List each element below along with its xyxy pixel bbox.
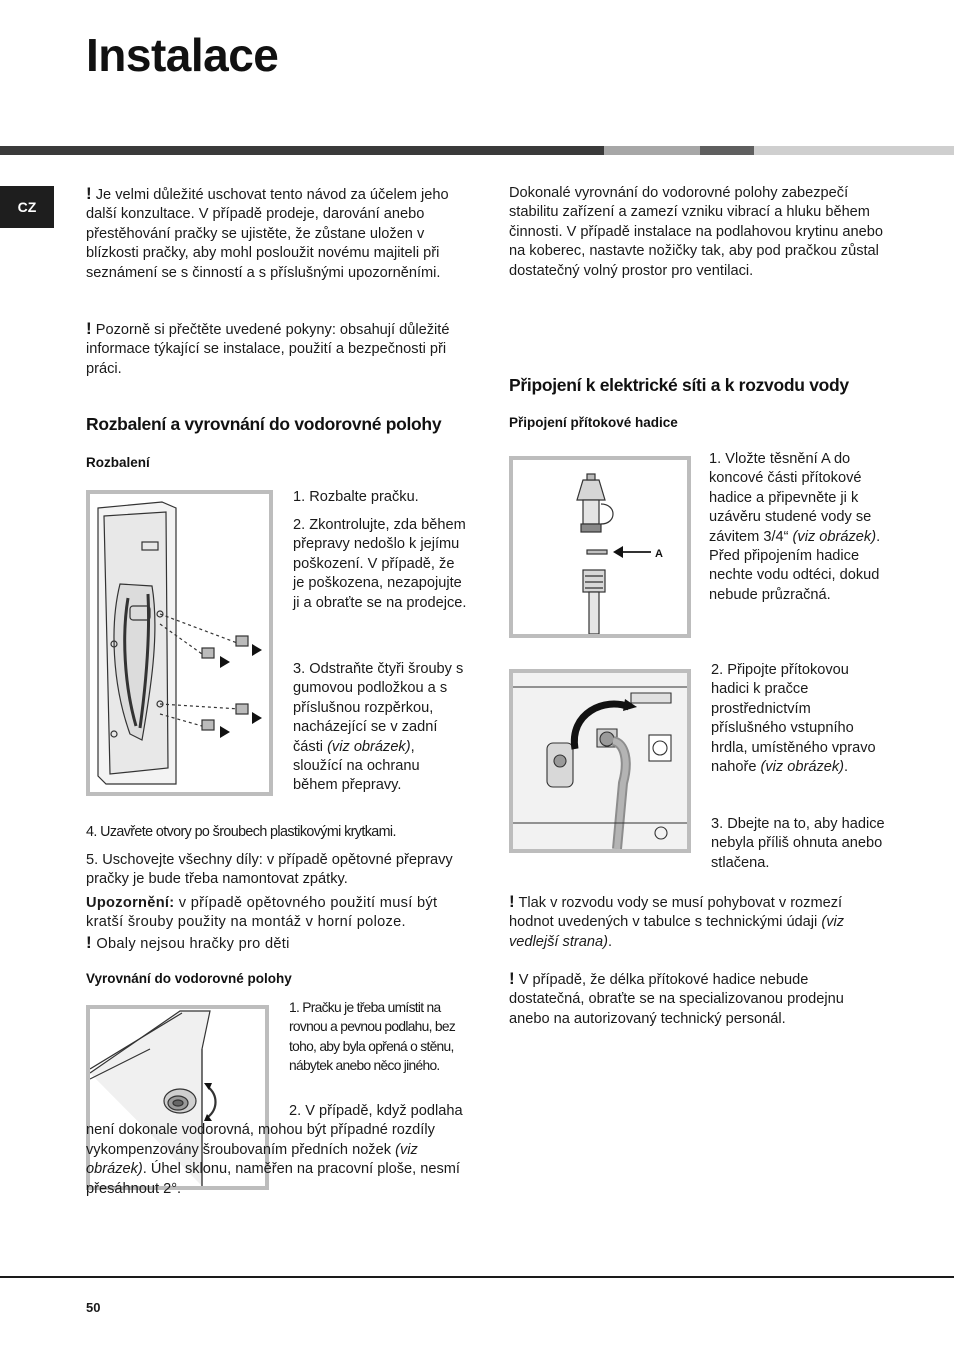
warning4-text-a: Tlak v rozvodu vody se musí pohybovat v rozmezí hodnot uvedených v tabulce s technickými údaji <box>509 895 843 931</box>
level-step-2 <box>86 1102 466 1199</box>
seal-label-a: A <box>655 548 663 560</box>
warning-hose-length <box>509 969 869 1029</box>
exclamation-icon: ! <box>86 319 92 338</box>
header-band-light <box>754 146 954 155</box>
hose-step-2 <box>711 661 885 777</box>
unpack-step-3-text-b: , sloužící na ochranu během přepravy. <box>293 738 420 794</box>
warning1-text: Je velmi důležité uschovat tento návod za účelem jeho další konzultace. V případě prodeje, darování anebo přestěhování pračky se ujistěte, že zůstane uložen v blízkosti pračky, aby mohl posloužit novému majiteli při seznámení se s činností a s příslušnými upozorněními. <box>86 187 449 281</box>
unpack-step-4: 4. Uzavřete otvory po šroubech plastikovými krytkami. <box>86 824 396 840</box>
unpack-step-3-text-a: 3. Odstraňte čtyři šrouby s gumovou podložkou a s příslušnou rozpěrkou, nacházející se v zadní části <box>293 661 464 755</box>
level-step-1: 1. Pračku je třeba umístit na rovnou a pevnou podlahu, bez toho, aby byla opřená o stěnu, nábytek anebo něco jiného. <box>289 1000 456 1074</box>
unpack-step-5: 5. Uschovejte všechny díly: v případě opětovné přepravy pračky je bude třeba namontovat zpátky. <box>86 852 453 888</box>
unpack-step-3-ref: (viz obrázek) <box>327 738 411 755</box>
exclamation-icon: ! <box>509 892 515 911</box>
caution-short-screws <box>86 894 466 954</box>
level-step-2-text-b: . Úhel sklonu, naměřen na pracovní ploše, nesmí přesáhnout 2°. <box>86 1161 460 1197</box>
unpack-step-3 <box>293 660 465 796</box>
figure-hose-connection <box>509 669 691 853</box>
warning5-text: V případě, že délka přítokové hadice nebude dostatečná, obraťte se na specializovanou prodejnu anebo na autorizovaný technický personál. <box>509 972 844 1027</box>
warning3-text: Obaly nejsou hračky pro děti <box>96 935 290 952</box>
warning2-text: Pozorně si přečtěte uvedené pokyny: obsahují důležité informace týkající se instalace, použití a bezpečnosti při práci. <box>86 322 450 377</box>
header-band-darkmid <box>700 146 754 155</box>
language-tab: CZ <box>0 186 54 228</box>
section-title-electric-water: Připojení k elektrické síti a k rozvodu vody <box>509 375 849 395</box>
exclamation-icon: ! <box>509 969 515 988</box>
warning4-ref: (viz vedlejší strana) <box>509 914 845 950</box>
caution-text: v případě opětovného použití musí být kratší šrouby použity na montáž v horní poloze. <box>86 895 438 931</box>
warning-read-instructions <box>86 319 466 379</box>
hose-step-2-text-b: . <box>844 759 849 776</box>
leveling-intro: Dokonalé vyrovnání do vodorovné polohy zabezpečí stabilitu zařízení a zamezí vzniku vibrací a hluku během činnosti. V případě instalace na podlahovou krytinu anebo na koberec, nastavte nožičky tak, aby pod pračkou zůstal dostatečný volný prostor pro ventilaci. <box>509 185 884 279</box>
warning-keep-manual <box>86 184 466 283</box>
level-step-2-text-a: 2. V případě, když podlaha není dokonale vodorovná, mohou být případné rozdíly vykompenzovány šroubovaním předních nožek <box>86 1103 463 1158</box>
warning-water-pressure <box>509 892 887 952</box>
hose-step-1 <box>709 450 887 605</box>
warning4-text-b: . <box>607 933 613 950</box>
transport-screws-illustration <box>90 494 269 792</box>
level-step-2-ref: (viz obrázek) <box>86 1141 418 1178</box>
unpack-step-1: 1. Rozbalte pračku. <box>293 489 419 505</box>
header-band-mid <box>604 146 700 155</box>
page-title: Instalace <box>86 29 279 81</box>
section-title-unpack-level: Rozbalení a vyrovnání do vodorovné polohy <box>86 414 442 434</box>
exclamation-icon: ! <box>86 932 92 952</box>
hose-step-2-ref: (viz obrázek) <box>760 759 845 776</box>
header-band-dark <box>0 146 604 155</box>
exclamation-icon: ! <box>86 184 92 203</box>
hose-step-1-text-a: 1. Vložte těsnění A do koncové části přítokové hadice a připevněte ji k uzávěru studené vody se závitem 3/4“ <box>709 451 872 545</box>
hose-step-2-text-a: 2. Připojte přítokovou hadici k pračce prostřednictvím příslušného vstupního hrdla, umístěného vpravo nahoře <box>711 662 876 776</box>
hose-step-3: 3. Dbejte na to, aby hadice nebyla příliš ohnuta anebo stlačena. <box>711 816 885 871</box>
subsection-title-inlet-hose: Připojení přítokové hadice <box>509 415 678 430</box>
unpack-step-2: 2. Zkontrolujte, zda během přepravy nedošlo k jejímu poškození. V případě, že je poškozena, nezapojujte ji a obraťte se na prodejce. <box>293 517 467 611</box>
footer-rule <box>0 1276 954 1278</box>
caution-label: Upozornění: <box>86 895 175 911</box>
hose-step-1-ref: (viz obrázek) <box>792 528 877 545</box>
subsection-title-unpack: Rozbalení <box>86 455 150 470</box>
figure-transport-screws <box>86 490 273 796</box>
figure-inlet-hose-seal <box>509 456 691 638</box>
hose-connection-illustration <box>513 673 687 849</box>
hose-step-1-note: Před připojením hadice nechte vodu odtéci, dokud nebude průzračná. <box>709 548 880 603</box>
subsection-title-level: Vyrovnání do vodorovné polohy <box>86 971 292 986</box>
inlet-hose-seal-illustration <box>513 460 687 634</box>
hose-step-1-text-b: . <box>876 528 881 545</box>
page-number: 50 <box>86 1300 101 1315</box>
